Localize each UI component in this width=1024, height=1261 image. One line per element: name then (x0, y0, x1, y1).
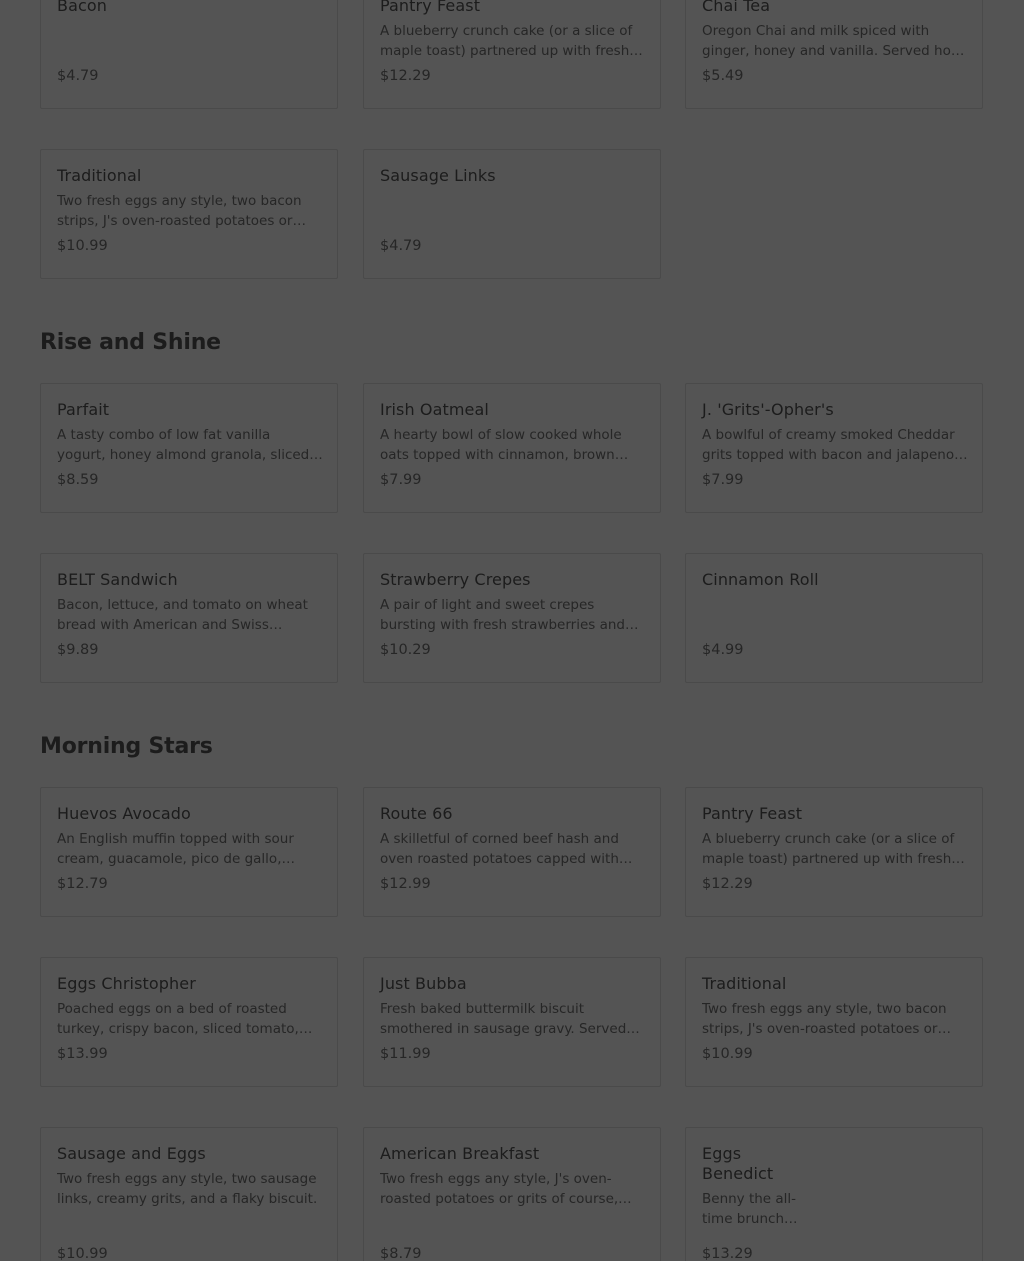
menu-item-name: Route 66 (380, 804, 453, 823)
menu-item-card[interactable] (685, 383, 983, 513)
menu-item-name: Pantry Feast (702, 804, 803, 823)
menu-item-card[interactable] (363, 383, 661, 513)
menu-item-description: A blueberry crunch cake (or a slice of maple toast) partnered up with fresh (702, 831, 955, 867)
menu-item-price: $8.59 (57, 472, 99, 488)
section-title: Rise and Shine (40, 330, 221, 355)
menu-item-price: $10.99 (57, 1246, 108, 1261)
menu-item-description: Two fresh eggs any style, two bacon strips, J's oven-roasted potatoes or (702, 1001, 947, 1037)
menu-item-name: Chai Tea (702, 0, 771, 15)
menu-item-price: $10.99 (57, 238, 108, 254)
menu-item-description: Two fresh eggs any style, two sausage links, creamy grits, and a flaky biscuit. (57, 1171, 318, 1207)
menu-item-description: Benny the all-time brunch (702, 1191, 797, 1227)
menu-item-card[interactable] (685, 1127, 983, 1261)
menu-item-name: BELT Sandwich (57, 570, 178, 589)
menu-item-description: Oregon Chai and milk spiced with ginger, honey and vanilla. Served hot (702, 23, 957, 59)
menu-item-description: A hearty bowl of slow cooked whole oats topped with cinnamon, brown (380, 427, 622, 463)
menu-item-card[interactable] (40, 957, 338, 1087)
menu-item-card[interactable] (40, 0, 338, 109)
menu-item-name: Bacon (57, 0, 108, 15)
menu-item-description: An English muffin topped with sour cream, guacamole, pico de gallo, (57, 831, 294, 867)
menu-item-card[interactable] (40, 553, 338, 683)
menu-item-name: Irish Oatmeal (380, 400, 489, 419)
menu-item-description: A blueberry crunch cake (or a slice of maple toast) partnered up with fresh (380, 23, 633, 59)
menu-item-card[interactable] (363, 787, 661, 917)
menu-item-card[interactable] (40, 149, 338, 279)
menu-item-name: Strawberry Crepes (380, 570, 531, 589)
menu-item-description: A skilletful of corned beef hash and oven roasted potatoes capped with (380, 831, 619, 867)
menu-item-description: Bacon, lettuce, and tomato on wheat bread with American and Swiss (57, 597, 308, 633)
menu-item-name: Eggs Benedict (702, 1144, 774, 1183)
menu-item-card[interactable] (363, 0, 661, 109)
menu-item-price: $5.49 (702, 68, 744, 84)
menu-item-card[interactable] (685, 787, 983, 917)
menu-item-card[interactable] (685, 0, 983, 109)
menu-item-price: $11.99 (380, 1046, 431, 1062)
menu-item-card[interactable] (363, 957, 661, 1087)
menu-item-description: A bowlful of creamy smoked Cheddar grits topped with bacon and jalapeno (702, 427, 955, 463)
menu-item-card[interactable] (685, 957, 983, 1087)
menu-item-name: J. 'Grits'-Opher's (702, 400, 834, 419)
menu-item-price: $10.99 (702, 1046, 753, 1062)
section-title: Morning Stars (40, 734, 213, 759)
menu-item-name: Pantry Feast (380, 0, 481, 15)
menu-item-card[interactable] (40, 383, 338, 513)
menu-item-price: $7.99 (380, 472, 422, 488)
menu-item-price: $7.99 (702, 472, 744, 488)
menu-item-description: A pair of light and sweet crepes bursting with fresh strawberries and (380, 597, 626, 633)
menu-item-price: $4.99 (702, 642, 744, 658)
menu-item-name: Huevos Avocado (57, 804, 191, 823)
menu-item-name: Traditional (57, 166, 142, 185)
menu-item-card[interactable] (685, 553, 983, 683)
menu-item-price: $12.29 (380, 68, 431, 84)
menu-item-price: $8.79 (380, 1246, 422, 1261)
menu-item-name: Parfait (57, 400, 110, 419)
menu-item-price: $12.29 (702, 876, 753, 892)
menu-item-description: Two fresh eggs any style, two bacon strips, J's oven-roasted potatoes or (57, 193, 302, 229)
menu-item-name: Traditional (702, 974, 787, 993)
menu-item-card[interactable] (363, 1127, 661, 1261)
menu-item-card[interactable] (363, 149, 661, 279)
menu-item-description: Two fresh eggs any style, J's oven-roasted potatoes or grits of course, (380, 1171, 619, 1207)
menu-item-card[interactable] (40, 1127, 338, 1261)
menu-item-name: Cinnamon Roll (702, 570, 819, 589)
menu-item-price: $10.29 (380, 642, 431, 658)
menu-item-name: Sausage and Eggs (57, 1144, 206, 1163)
menu-item-price: $4.79 (57, 68, 99, 84)
menu-item-price: $12.79 (57, 876, 108, 892)
menu-item-price: $9.89 (57, 642, 99, 658)
menu-item-card[interactable] (363, 553, 661, 683)
menu-item-price: $12.99 (380, 876, 431, 892)
menu-item-name: Just Bubba (380, 974, 467, 993)
menu-item-name: Eggs Christopher (57, 974, 196, 993)
menu-item-description: Poached eggs on a bed of roasted turkey, crispy bacon, sliced tomato, (57, 1001, 299, 1037)
menu-item-name: Sausage Links (380, 166, 496, 185)
menu-item-card[interactable] (40, 787, 338, 917)
menu-item-price: $13.99 (57, 1046, 108, 1062)
menu-item-description: A tasty combo of low fat vanilla yogurt, honey almond granola, sliced (57, 427, 310, 463)
menu-item-description: Fresh baked buttermilk biscuit smothered in sausage gravy. Served (380, 1001, 627, 1037)
menu-item-price: $4.79 (380, 238, 422, 254)
menu-item-price: $13.29 (702, 1246, 753, 1261)
menu-item-name: American Breakfast (380, 1144, 540, 1163)
